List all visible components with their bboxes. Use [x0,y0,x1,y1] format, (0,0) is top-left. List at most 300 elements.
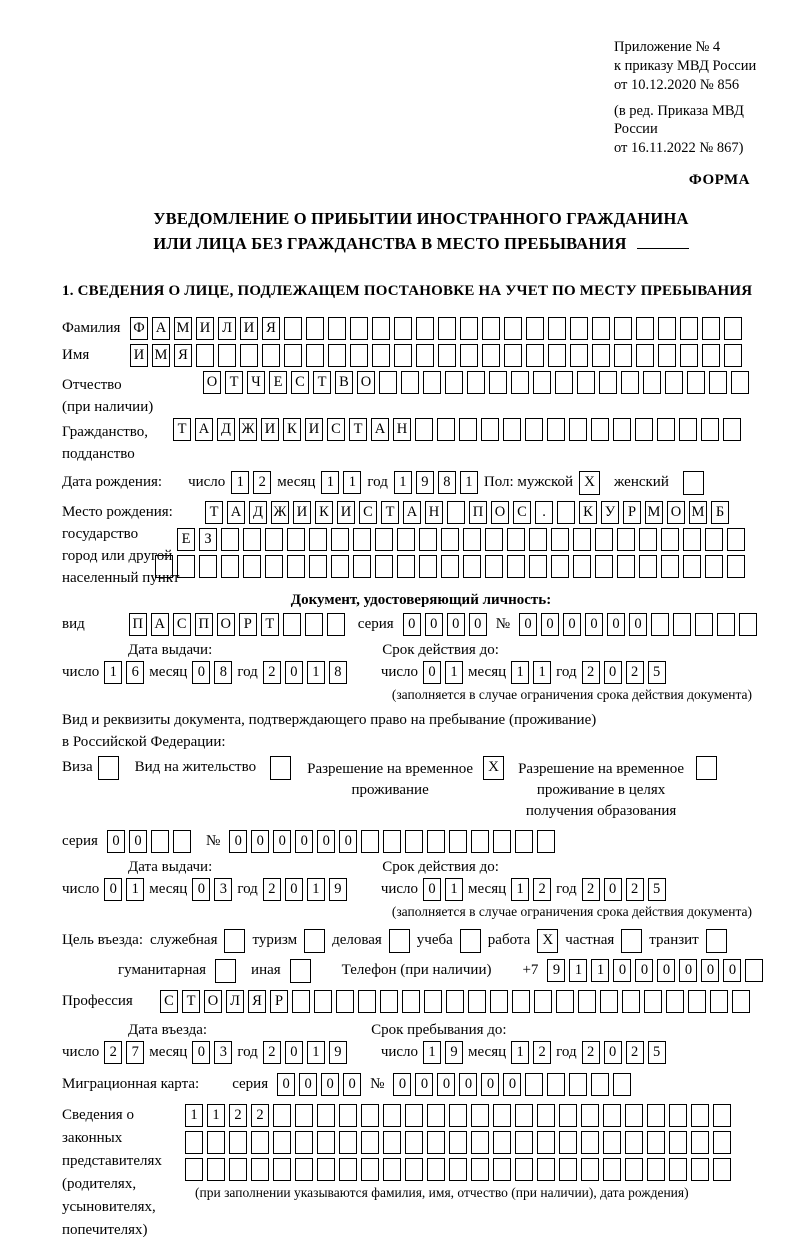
form-cell[interactable] [185,1158,203,1181]
form-cell[interactable]: 3 [214,1041,232,1064]
form-cell[interactable] [328,344,346,367]
form-cell[interactable] [537,830,555,853]
form-cell[interactable] [309,528,327,551]
form-cell[interactable] [317,1104,335,1127]
form-cell[interactable] [625,1158,643,1181]
form-cell[interactable]: 1 [445,661,463,684]
form-cell[interactable] [683,555,701,578]
form-cell[interactable] [548,344,566,367]
form-cell[interactable]: 8 [214,661,232,684]
form-cell[interactable]: Н [425,501,443,524]
form-cell[interactable]: 1 [307,1041,325,1064]
form-cell[interactable] [229,1158,247,1181]
form-cell[interactable]: 0 [607,613,625,636]
form-cell[interactable] [207,1158,225,1181]
form-cell[interactable] [372,317,390,340]
form-cell[interactable] [600,990,618,1013]
form-cell[interactable]: 0 [129,830,147,853]
form-cell[interactable] [504,317,522,340]
form-cell[interactable]: 0 [437,1073,455,1096]
form-cell[interactable] [287,528,305,551]
form-cell[interactable]: 1 [207,1104,225,1127]
purpose-study-checkbox[interactable] [460,929,481,953]
form-cell[interactable] [446,990,464,1013]
form-cell[interactable] [490,990,508,1013]
form-cell[interactable]: О [491,501,509,524]
form-cell[interactable] [331,528,349,551]
form-cell[interactable] [339,1131,357,1154]
form-cell[interactable]: 1 [445,878,463,901]
form-cell[interactable] [529,528,547,551]
form-cell[interactable] [665,371,683,394]
form-cell[interactable] [559,1131,577,1154]
form-cell[interactable]: 0 [635,959,653,982]
form-cell[interactable]: 1 [394,471,412,494]
form-cell[interactable] [449,830,467,853]
form-cell[interactable] [460,317,478,340]
purpose-tourism-checkbox[interactable] [304,929,325,953]
form-cell[interactable]: Т [205,501,223,524]
form-cell[interactable] [196,344,214,367]
purpose-private-checkbox[interactable] [621,929,642,953]
form-cell[interactable] [647,1131,665,1154]
form-cell[interactable]: 0 [723,959,741,982]
purpose-other-checkbox[interactable] [290,959,311,983]
form-cell[interactable]: 9 [416,471,434,494]
form-cell[interactable]: М [152,344,170,367]
form-cell[interactable] [614,317,632,340]
purpose-transit-checkbox[interactable] [706,929,727,953]
form-cell[interactable] [569,418,587,441]
form-cell[interactable] [361,1158,379,1181]
form-cell[interactable]: 1 [307,878,325,901]
form-cell[interactable]: Ж [271,501,289,524]
form-cell[interactable]: Ф [130,317,148,340]
form-cell[interactable]: 1 [307,661,325,684]
form-cell[interactable]: 0 [415,1073,433,1096]
form-cell[interactable]: 0 [585,613,603,636]
form-cell[interactable] [533,371,551,394]
form-cell[interactable]: 6 [126,661,144,684]
form-cell[interactable] [151,830,169,853]
form-cell[interactable] [493,1158,511,1181]
form-cell[interactable]: С [513,501,531,524]
form-cell[interactable] [292,990,310,1013]
form-cell[interactable]: О [357,371,375,394]
form-cell[interactable] [691,1131,709,1154]
form-cell[interactable] [573,555,591,578]
form-cell[interactable] [581,1104,599,1127]
form-cell[interactable] [639,555,657,578]
form-cell[interactable] [727,528,745,551]
form-cell[interactable]: 0 [563,613,581,636]
form-cell[interactable]: З [199,528,217,551]
form-cell[interactable] [732,990,750,1013]
form-cell[interactable]: 0 [285,1041,303,1064]
form-cell[interactable]: 7 [126,1041,144,1064]
form-cell[interactable] [328,317,346,340]
form-cell[interactable] [705,528,723,551]
form-cell[interactable] [482,344,500,367]
form-cell[interactable]: 0 [285,878,303,901]
sex-male-checkbox[interactable]: X [579,471,600,495]
form-cell[interactable]: 2 [263,1041,281,1064]
form-cell[interactable] [438,317,456,340]
form-cell[interactable] [702,317,720,340]
form-cell[interactable] [468,990,486,1013]
form-cell[interactable] [526,317,544,340]
form-cell[interactable]: 1 [343,471,361,494]
form-cell[interactable] [243,528,261,551]
form-cell[interactable] [529,555,547,578]
form-cell[interactable]: 0 [321,1073,339,1096]
form-cell[interactable] [592,317,610,340]
form-cell[interactable] [581,1158,599,1181]
form-cell[interactable] [243,555,261,578]
form-cell[interactable] [405,1158,423,1181]
form-cell[interactable] [460,344,478,367]
form-cell[interactable] [687,371,705,394]
form-cell[interactable] [262,344,280,367]
form-cell[interactable]: 1 [511,1041,529,1064]
form-cell[interactable] [306,344,324,367]
form-cell[interactable] [339,1104,357,1127]
form-cell[interactable]: 0 [299,1073,317,1096]
form-cell[interactable]: 8 [329,661,347,684]
form-cell[interactable]: 1 [185,1104,203,1127]
form-cell[interactable] [724,344,742,367]
form-cell[interactable] [625,1104,643,1127]
form-cell[interactable] [613,1073,631,1096]
form-cell[interactable] [680,344,698,367]
form-cell[interactable] [701,418,719,441]
form-cell[interactable]: С [359,501,377,524]
form-cell[interactable] [383,830,401,853]
form-cell[interactable] [415,418,433,441]
form-cell[interactable] [695,613,713,636]
form-cell[interactable] [534,990,552,1013]
form-cell[interactable] [680,317,698,340]
form-cell[interactable]: 0 [277,1073,295,1096]
form-cell[interactable]: И [240,317,258,340]
form-cell[interactable] [240,344,258,367]
form-cell[interactable] [405,1131,423,1154]
form-cell[interactable] [482,317,500,340]
form-cell[interactable] [173,830,191,853]
form-cell[interactable] [284,317,302,340]
form-cell[interactable] [599,371,617,394]
form-cell[interactable]: Я [248,990,266,1013]
form-cell[interactable]: 0 [104,878,122,901]
form-cell[interactable] [306,317,324,340]
form-cell[interactable]: 1 [511,661,529,684]
form-cell[interactable]: 0 [604,661,622,684]
form-cell[interactable]: С [173,613,191,636]
form-cell[interactable] [622,990,640,1013]
form-cell[interactable]: 0 [425,613,443,636]
form-cell[interactable] [309,555,327,578]
form-cell[interactable] [556,990,574,1013]
form-cell[interactable]: И [196,317,214,340]
form-cell[interactable]: 2 [626,878,644,901]
form-cell[interactable] [625,1131,643,1154]
form-cell[interactable] [683,528,701,551]
form-cell[interactable] [471,1158,489,1181]
form-cell[interactable] [273,1158,291,1181]
form-cell[interactable]: Я [174,344,192,367]
form-cell[interactable] [591,1073,609,1096]
form-cell[interactable] [702,344,720,367]
temp-residence-checkbox[interactable]: X [483,756,504,780]
form-cell[interactable] [635,418,653,441]
form-cell[interactable] [361,830,379,853]
form-cell[interactable]: 0 [519,613,537,636]
form-cell[interactable] [643,371,661,394]
form-cell[interactable] [651,613,669,636]
residence-permit-checkbox[interactable] [270,756,291,780]
form-cell[interactable] [688,990,706,1013]
form-cell[interactable]: 0 [541,613,559,636]
form-cell[interactable] [705,555,723,578]
form-cell[interactable] [503,418,521,441]
form-cell[interactable]: Т [381,501,399,524]
form-cell[interactable] [441,555,459,578]
form-cell[interactable] [669,1131,687,1154]
form-cell[interactable]: Е [269,371,287,394]
form-cell[interactable] [591,418,609,441]
form-cell[interactable] [177,555,195,578]
form-cell[interactable]: 0 [604,878,622,901]
form-cell[interactable]: О [203,371,221,394]
form-cell[interactable] [221,528,239,551]
form-cell[interactable] [273,1131,291,1154]
form-cell[interactable]: Р [270,990,288,1013]
form-cell[interactable]: Ж [239,418,257,441]
form-cell[interactable]: Т [225,371,243,394]
form-cell[interactable]: 1 [126,878,144,901]
form-cell[interactable] [547,1073,565,1096]
form-cell[interactable] [397,555,415,578]
form-cell[interactable]: 5 [648,878,666,901]
form-cell[interactable] [416,344,434,367]
form-cell[interactable] [427,1158,445,1181]
form-cell[interactable]: 0 [107,830,125,853]
form-cell[interactable] [353,555,371,578]
form-cell[interactable] [515,830,533,853]
form-cell[interactable]: Я [262,317,280,340]
form-cell[interactable] [449,1131,467,1154]
form-cell[interactable]: 0 [317,830,335,853]
form-cell[interactable]: Т [349,418,367,441]
form-cell[interactable] [339,1158,357,1181]
form-cell[interactable]: Р [239,613,257,636]
form-cell[interactable] [372,344,390,367]
form-cell[interactable] [636,344,654,367]
form-cell[interactable] [493,830,511,853]
form-cell[interactable]: И [337,501,355,524]
form-cell[interactable] [603,1131,621,1154]
form-cell[interactable]: И [261,418,279,441]
form-cell[interactable] [317,1131,335,1154]
form-cell[interactable]: С [291,371,309,394]
form-cell[interactable]: 5 [648,1041,666,1064]
form-cell[interactable] [713,1104,731,1127]
form-cell[interactable] [331,555,349,578]
form-cell[interactable]: 2 [582,1041,600,1064]
form-cell[interactable] [724,317,742,340]
form-cell[interactable]: 0 [273,830,291,853]
form-cell[interactable] [471,830,489,853]
form-cell[interactable] [661,555,679,578]
form-cell[interactable] [669,1158,687,1181]
form-cell[interactable] [284,344,302,367]
form-cell[interactable]: 1 [321,471,339,494]
form-cell[interactable] [658,344,676,367]
form-cell[interactable] [405,1104,423,1127]
form-cell[interactable]: 0 [447,613,465,636]
form-cell[interactable]: К [579,501,597,524]
form-cell[interactable]: 2 [263,661,281,684]
form-cell[interactable] [485,555,503,578]
form-cell[interactable]: М [689,501,707,524]
sex-female-checkbox[interactable] [683,471,704,495]
form-cell[interactable] [592,344,610,367]
form-cell[interactable]: Т [173,418,191,441]
form-cell[interactable] [537,1158,555,1181]
form-cell[interactable] [423,371,441,394]
form-cell[interactable] [669,1104,687,1127]
form-cell[interactable] [581,1131,599,1154]
form-cell[interactable] [401,371,419,394]
form-cell[interactable]: О [217,613,235,636]
form-cell[interactable] [595,528,613,551]
form-cell[interactable]: 0 [459,1073,477,1096]
form-cell[interactable] [265,528,283,551]
form-cell[interactable] [185,1131,203,1154]
form-cell[interactable]: 1 [104,661,122,684]
form-cell[interactable]: 0 [229,830,247,853]
form-cell[interactable] [361,1131,379,1154]
form-cell[interactable] [229,1131,247,1154]
form-cell[interactable] [559,1104,577,1127]
form-cell[interactable]: 2 [253,471,271,494]
form-cell[interactable] [221,555,239,578]
form-cell[interactable] [437,418,455,441]
form-cell[interactable] [548,317,566,340]
form-cell[interactable] [731,371,749,394]
form-cell[interactable] [489,371,507,394]
form-cell[interactable]: 0 [423,878,441,901]
form-cell[interactable] [305,613,323,636]
form-cell[interactable]: К [283,418,301,441]
form-cell[interactable] [419,555,437,578]
form-cell[interactable]: Б [711,501,729,524]
form-cell[interactable]: 2 [533,878,551,901]
form-cell[interactable] [287,555,305,578]
form-cell[interactable]: И [293,501,311,524]
form-cell[interactable]: 1 [511,878,529,901]
form-cell[interactable] [485,528,503,551]
form-cell[interactable]: П [469,501,487,524]
form-cell[interactable]: И [305,418,323,441]
form-cell[interactable]: А [227,501,245,524]
form-cell[interactable]: 0 [393,1073,411,1096]
form-cell[interactable] [394,317,412,340]
form-cell[interactable] [350,344,368,367]
form-cell[interactable] [739,613,757,636]
form-cell[interactable] [424,990,442,1013]
form-cell[interactable] [723,418,741,441]
form-cell[interactable]: 0 [339,830,357,853]
form-cell[interactable] [511,371,529,394]
form-cell[interactable] [713,1131,731,1154]
form-cell[interactable]: М [174,317,192,340]
form-cell[interactable]: 0 [481,1073,499,1096]
form-cell[interactable] [666,990,684,1013]
form-cell[interactable] [317,1158,335,1181]
form-cell[interactable] [525,1073,543,1096]
form-cell[interactable]: 9 [445,1041,463,1064]
form-cell[interactable] [441,528,459,551]
form-cell[interactable]: 1 [533,661,551,684]
form-cell[interactable] [636,317,654,340]
form-cell[interactable] [251,1158,269,1181]
form-cell[interactable] [551,555,569,578]
form-cell[interactable] [679,418,697,441]
form-cell[interactable]: Д [217,418,235,441]
form-cell[interactable]: В [335,371,353,394]
form-cell[interactable] [427,830,445,853]
form-cell[interactable] [526,344,544,367]
form-cell[interactable]: А [152,317,170,340]
form-cell[interactable] [471,1131,489,1154]
form-cell[interactable] [577,371,595,394]
form-cell[interactable] [467,371,485,394]
form-cell[interactable] [295,1104,313,1127]
visa-checkbox[interactable] [98,756,119,780]
form-cell[interactable] [375,528,393,551]
form-cell[interactable] [713,1158,731,1181]
form-cell[interactable]: 2 [533,1041,551,1064]
form-cell[interactable]: 2 [582,878,600,901]
form-cell[interactable] [603,1104,621,1127]
form-cell[interactable]: Т [182,990,200,1013]
purpose-official-checkbox[interactable] [224,929,245,953]
form-cell[interactable] [570,344,588,367]
form-cell[interactable] [673,613,691,636]
form-cell[interactable] [644,990,662,1013]
form-cell[interactable]: 0 [469,613,487,636]
form-cell[interactable]: 0 [613,959,631,982]
form-cell[interactable]: А [371,418,389,441]
purpose-work-checkbox[interactable]: X [537,929,558,953]
form-cell[interactable] [447,501,465,524]
form-cell[interactable]: П [129,613,147,636]
form-cell[interactable] [336,990,354,1013]
form-cell[interactable]: Л [226,990,244,1013]
form-cell[interactable] [416,317,434,340]
form-cell[interactable] [515,1131,533,1154]
form-cell[interactable] [394,344,412,367]
form-cell[interactable]: 0 [192,878,210,901]
purpose-business-checkbox[interactable] [389,929,410,953]
form-cell[interactable]: И [130,344,148,367]
form-cell[interactable] [555,371,573,394]
form-cell[interactable]: 2 [251,1104,269,1127]
form-cell[interactable]: С [160,990,178,1013]
form-cell[interactable]: Д [249,501,267,524]
form-cell[interactable] [383,1104,401,1127]
